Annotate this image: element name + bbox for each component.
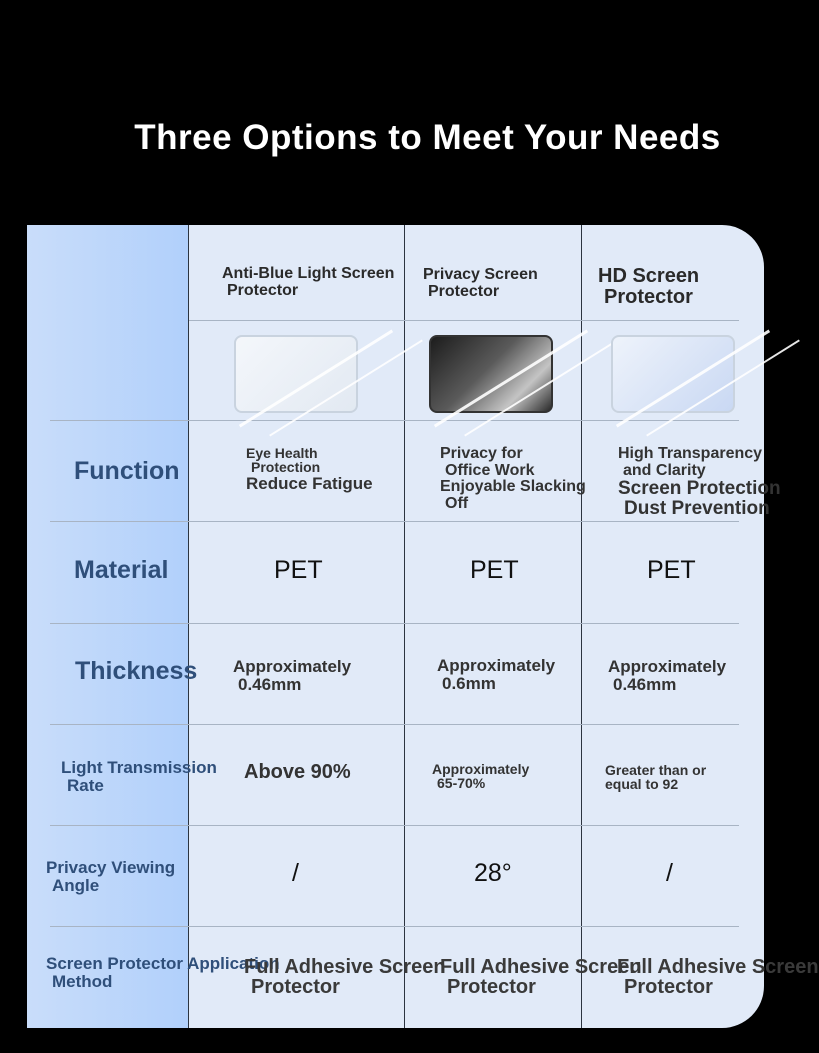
label-line: Method <box>52 972 113 991</box>
thickness-anti-blue <box>233 658 351 694</box>
function-line: Reduce Fatigue <box>246 474 373 493</box>
transmission-line: 65-70% <box>437 775 486 791</box>
material-hd: PET <box>647 556 696 584</box>
row-divider <box>50 926 739 927</box>
column-header-hd <box>598 266 699 308</box>
transmission-privacy <box>432 762 529 790</box>
header-line: Protector <box>428 283 500 300</box>
material-anti-blue: PET <box>274 556 323 584</box>
viewing-angle-hd: / <box>666 859 673 887</box>
row-label-function: Function <box>74 457 180 485</box>
transmission-hd <box>605 763 706 791</box>
function-line: Office Work <box>445 461 535 479</box>
application-privacy <box>440 957 642 997</box>
function-line: and Clarity <box>623 461 706 479</box>
label-line: Light Transmission <box>61 758 217 777</box>
row-label-thickness: Thickness <box>75 657 198 685</box>
material-privacy: PET <box>470 556 519 584</box>
thickness-privacy <box>437 657 555 693</box>
row-label-column <box>27 225 189 1028</box>
column-divider <box>188 225 189 1028</box>
function-line: Protection <box>251 459 321 475</box>
row-divider <box>189 320 739 321</box>
application-line: Full Adhesive Screen <box>440 956 642 978</box>
row-divider <box>50 521 739 522</box>
row-divider <box>50 825 739 826</box>
function-hd <box>618 445 781 519</box>
application-line: Full Adhesive Screen <box>617 956 819 978</box>
page-title: Three Options to Meet Your Needs <box>134 118 721 157</box>
row-label-light-transmission <box>61 759 217 795</box>
column-divider <box>404 225 405 1028</box>
row-label-privacy-viewing-angle <box>46 859 175 895</box>
application-line: Protector <box>251 976 340 998</box>
thickness-line: 0.6mm <box>442 674 496 693</box>
transmission-line: equal to 92 <box>605 776 679 792</box>
column-header-privacy <box>423 266 538 300</box>
row-divider <box>50 623 739 624</box>
transmission-anti-blue: Above 90% <box>244 761 351 783</box>
function-anti-blue <box>246 446 373 494</box>
privacy-protector-image <box>429 335 553 413</box>
row-divider <box>50 420 739 421</box>
application-anti-blue <box>244 957 446 997</box>
anti-blue-protector-image <box>234 335 358 413</box>
label-line: Rate <box>67 776 104 795</box>
thickness-line: Approximately <box>233 657 352 676</box>
function-line: Screen Protection <box>618 478 781 499</box>
row-divider <box>50 724 739 725</box>
application-hd <box>617 956 819 998</box>
thickness-line: 0.46mm <box>613 675 677 694</box>
header-line: Protector <box>604 286 693 308</box>
function-privacy <box>440 446 586 512</box>
header-line: Privacy Screen <box>423 266 538 283</box>
function-line: Eye Health <box>246 445 318 461</box>
transmission-line: Greater than or <box>605 762 707 778</box>
function-line: Dust Prevention <box>624 498 770 519</box>
application-line: Full Adhesive Screen <box>244 956 446 978</box>
thickness-line: Approximately <box>437 656 556 675</box>
label-line: Angle <box>52 876 100 895</box>
function-line: Privacy for <box>440 445 523 462</box>
application-line: Protector <box>447 976 536 998</box>
hd-protector-image <box>611 335 735 413</box>
thickness-line: Approximately <box>608 657 727 676</box>
function-line: Enjoyable Slacking <box>440 478 586 495</box>
label-line: Screen Protector Application <box>46 954 280 973</box>
function-line: Off <box>445 494 469 512</box>
header-line: Anti-Blue Light Screen <box>222 265 395 282</box>
thickness-line: 0.46mm <box>238 675 302 694</box>
header-line: Protector <box>227 282 299 299</box>
function-line: High Transparency <box>618 445 763 462</box>
viewing-angle-anti-blue: / <box>292 859 299 887</box>
column-header-anti-blue <box>222 265 394 299</box>
transmission-line: Approximately <box>432 761 530 777</box>
thickness-hd <box>608 658 726 694</box>
column-divider <box>581 225 582 1028</box>
label-line: Privacy Viewing <box>46 858 176 877</box>
comparison-table <box>27 225 819 1028</box>
row-label-material: Material <box>74 556 169 584</box>
viewing-angle-privacy: 28° <box>474 859 512 887</box>
header-line: HD Screen <box>598 265 700 287</box>
application-line: Protector <box>624 976 713 998</box>
